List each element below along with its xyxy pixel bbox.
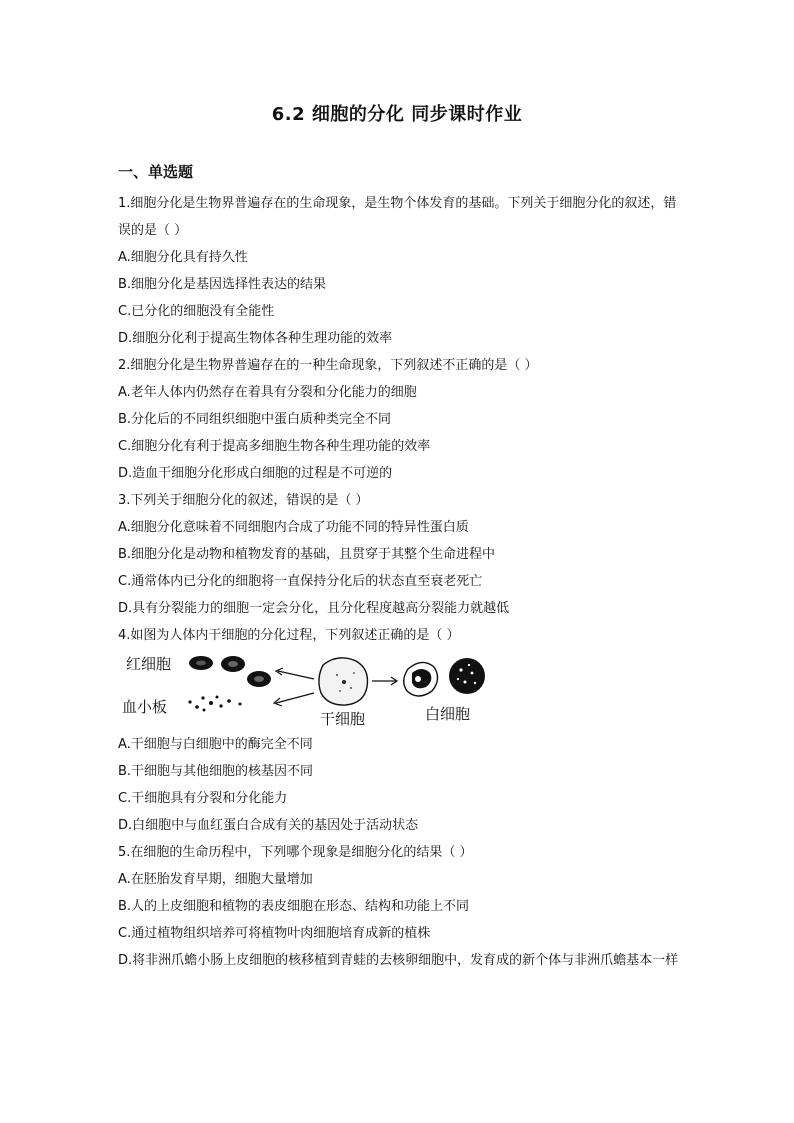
q2-option-a: A.老年人体内仍然存在着具有分裂和分化能力的细胞 bbox=[118, 385, 417, 400]
red-cell-label: 红细胞 bbox=[126, 655, 172, 673]
question-4-stem: 4.如图为人体内干细胞的分化过程，下列叙述正确的是（ ） bbox=[118, 628, 460, 643]
q4-option-d: D.白细胞中与血红蛋白合成有关的基因处于活动状态 bbox=[118, 818, 419, 833]
q1-option-a: A.细胞分化具有持久性 bbox=[118, 250, 248, 265]
question-5-stem: 5.在细胞的生命历程中，下列哪个现象是细胞分化的结果（ ） bbox=[118, 845, 473, 860]
platelet-label: 血小板 bbox=[122, 698, 168, 716]
q1-option-d: D.细胞分化利于提高生物体各种生理功能的效率 bbox=[118, 331, 393, 346]
stem-cell-diagram bbox=[118, 651, 598, 727]
q4-option-a: A.干细胞与白细胞中的酶完全不同 bbox=[118, 737, 313, 752]
q5-option-a: A.在胚胎发育早期，细胞大量增加 bbox=[118, 872, 313, 887]
q4-option-b: B.干细胞与其他细胞的核基因不同 bbox=[118, 764, 314, 779]
white-cell-icon bbox=[404, 662, 438, 696]
q3-option-b: B.细胞分化是动物和植物发育的基础，且贯穿于其整个生命进程中 bbox=[118, 547, 496, 562]
question-2-stem: 2.细胞分化是生物界普遍存在的一种生命现象，下列叙述不正确的是（ ） bbox=[118, 358, 538, 373]
q2-option-d: D.造血干细胞分化形成白细胞的过程是不可逆的 bbox=[118, 466, 393, 481]
platelet-group bbox=[188, 696, 241, 712]
q1-option-b: B.细胞分化是基因选择性表达的结果 bbox=[118, 277, 327, 292]
question-list bbox=[118, 190, 684, 974]
q1-option-c: C.已分化的细胞没有全能性 bbox=[118, 304, 275, 319]
q3-option-a: A.细胞分化意味着不同细胞内合成了功能不同的特异性蛋白质 bbox=[118, 520, 469, 535]
q2-option-b: B.分化后的不同组织细胞中蛋白质种类完全不同 bbox=[118, 412, 392, 427]
q2-option-c: C.细胞分化有利于提高多细胞生物各种生理功能的效率 bbox=[118, 439, 431, 454]
page-title: 6.2 细胞的分化 同步课时作业 bbox=[271, 104, 523, 125]
question-3-stem: 3.下列关于细胞分化的叙述，错误的是（ ） bbox=[118, 493, 369, 508]
white-cell-icon bbox=[449, 658, 485, 694]
q3-option-c: C.通常体内已分化的细胞将一直保持分化后的状态直至衰老死亡 bbox=[118, 574, 483, 589]
q4-option-c: C.干细胞具有分裂和分化能力 bbox=[118, 791, 288, 806]
q5-option-c: C.通过植物组织培养可将植物叶肉细胞培育成新的植株 bbox=[118, 926, 431, 941]
q5-option-b: B.人的上皮细胞和植物的表皮细胞在形态、结构和功能上不同 bbox=[118, 899, 470, 914]
stem-cell-label: 干细胞 bbox=[320, 710, 366, 728]
red-cell-group bbox=[189, 656, 271, 687]
q3-option-d: D.具有分裂能力的细胞一定会分化，且分化程度越高分裂能力就越低 bbox=[118, 601, 510, 616]
q5-option-d: D.将非洲爪蟾小肠上皮细胞的核移植到青蛙的去核卵细胞中，发育成的新个体与非洲爪蟾基本一样 bbox=[118, 953, 679, 968]
stem-cell-icon bbox=[319, 658, 368, 705]
section-heading: 一、单选题 bbox=[118, 163, 194, 181]
question-1-stem: 1.细胞分化是生物界普遍存在的生命现象，是生物个体发育的基础。下列关于细胞分化的叙述，错误的是（ ） bbox=[118, 196, 677, 238]
white-cell-label: 白细胞 bbox=[425, 705, 471, 723]
